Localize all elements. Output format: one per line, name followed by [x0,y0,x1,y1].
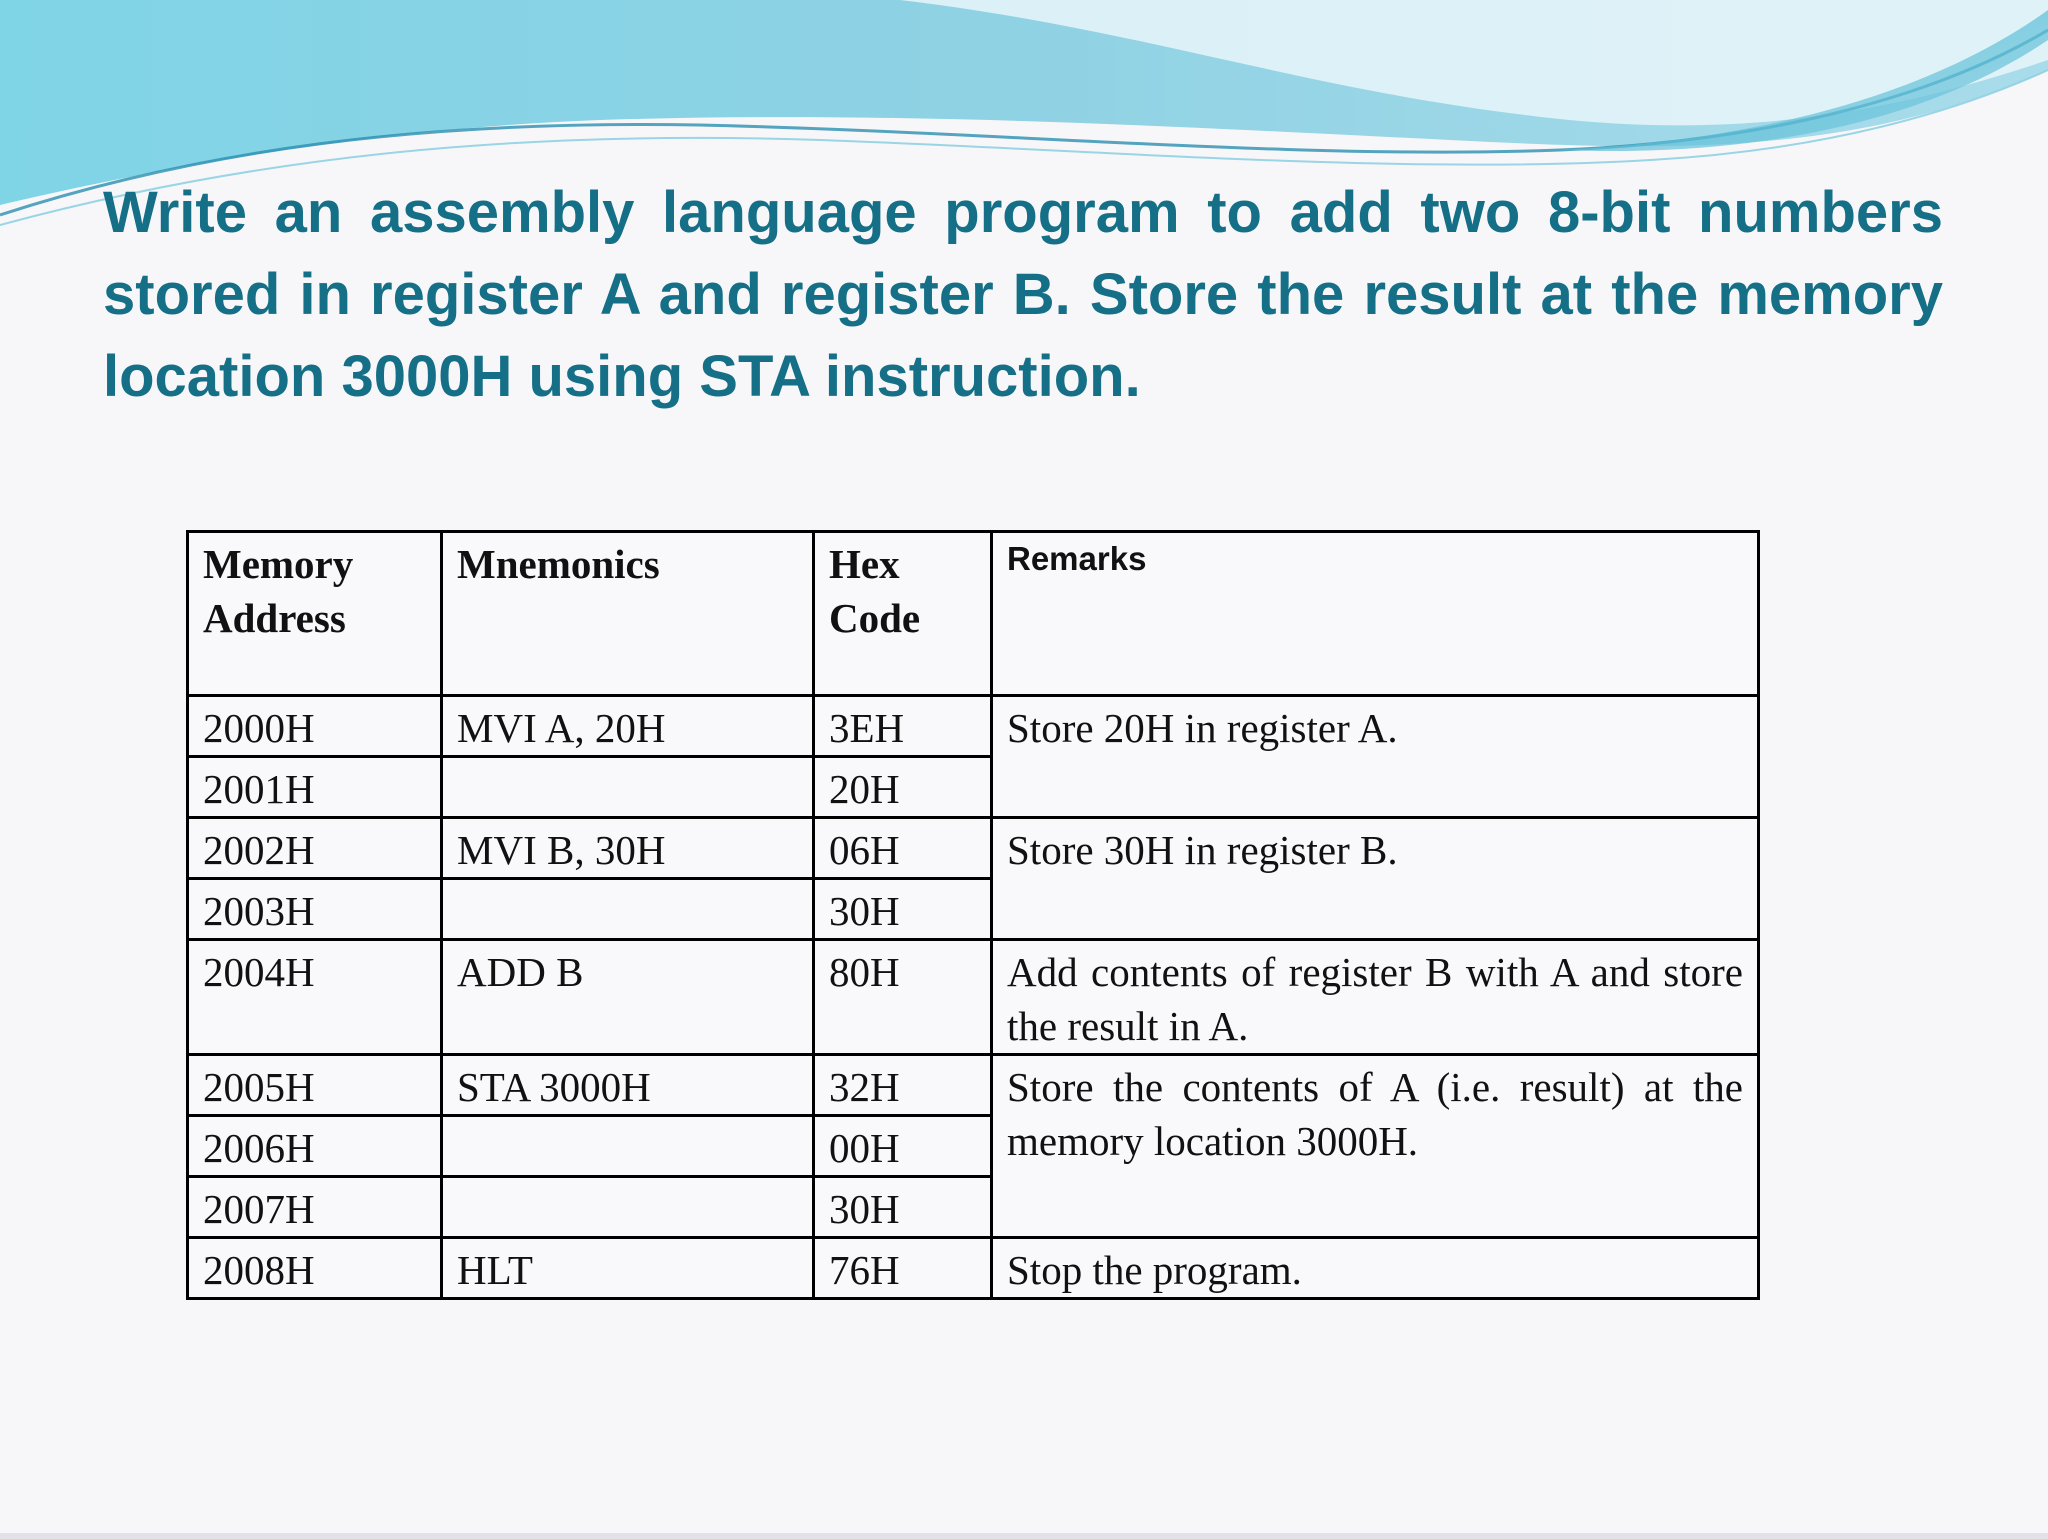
header-remarks: Remarks [992,532,1759,696]
header-hex-code: Hex Code [814,532,992,696]
hex-cell: 20H [814,757,992,818]
address-cell: 2008H [188,1238,442,1299]
address-cell: 2001H [188,757,442,818]
slide-bottom-edge [0,1533,2048,1539]
remark-cell: Add contents of register B with A and store the result in A. [992,940,1759,1055]
slide-title: Write an assembly language program to add two 8-bit numbers stored in register A and register B. Store the result at the memory location 3000H using STA instruction. [103,180,1943,409]
header-mnemonics: Mnemonics [442,532,814,696]
address-cell: 2006H [188,1116,442,1177]
mnemonic-cell: MVI A, 20H [442,696,814,757]
table-row [188,1238,1759,1299]
remark-cell: Stop the program. [992,1238,1759,1299]
address-cell: 2007H [188,1177,442,1238]
address-cell: 2003H [188,879,442,940]
table-row [188,940,1759,1055]
hex-cell: 30H [814,1177,992,1238]
hex-cell: 06H [814,818,992,879]
mnemonic-cell: ADD B [442,940,814,1055]
mnemonic-cell [442,879,814,940]
remark-cell: Store 20H in register A. [992,696,1759,818]
hex-cell: 80H [814,940,992,1055]
mnemonic-cell: HLT [442,1238,814,1299]
mnemonic-cell: STA 3000H [442,1055,814,1116]
header-memory-address: Memory Address [188,532,442,696]
mnemonic-cell [442,757,814,818]
address-cell: 2002H [188,818,442,879]
hex-cell: 00H [814,1116,992,1177]
mnemonic-cell [442,1177,814,1238]
mnemonic-cell [442,1116,814,1177]
mnemonic-cell: MVI B, 30H [442,818,814,879]
hex-cell: 32H [814,1055,992,1116]
table-row [188,1055,1759,1116]
program-table [186,530,1760,1300]
hex-cell: 76H [814,1238,992,1299]
hex-cell: 3EH [814,696,992,757]
table-header-row [188,532,1759,696]
address-cell: 2000H [188,696,442,757]
remark-cell: Store 30H in register B. [992,818,1759,940]
table-row [188,696,1759,757]
hex-cell: 30H [814,879,992,940]
address-cell: 2004H [188,940,442,1055]
table-row [188,818,1759,879]
remark-cell: Store the contents of A (i.e. result) at the memory location 3000H. [992,1055,1759,1238]
address-cell: 2005H [188,1055,442,1116]
